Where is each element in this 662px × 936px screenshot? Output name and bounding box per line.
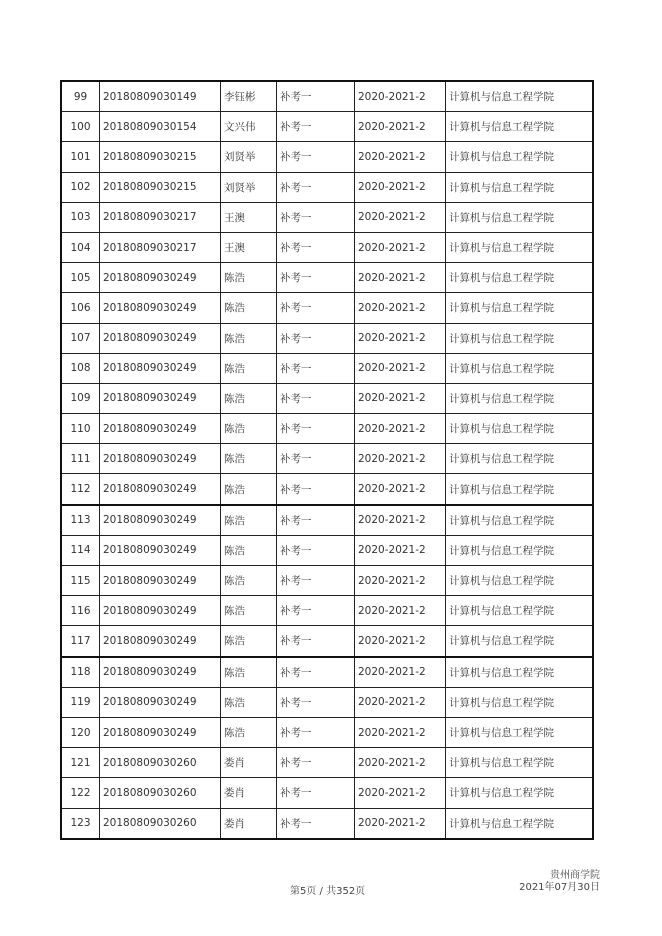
student-name-cell: 陈浩	[221, 566, 277, 596]
row-index-cell: 108	[61, 353, 100, 383]
student-id-cell: 20180809030249	[100, 566, 221, 596]
table-row	[61, 232, 593, 262]
college-cell: 计算机与信息工程学院	[446, 717, 594, 747]
college-cell: 计算机与信息工程学院	[446, 687, 594, 717]
student-name-cell: 陈浩	[221, 535, 277, 565]
college-cell: 计算机与信息工程学院	[446, 505, 594, 536]
table-row	[61, 717, 593, 747]
student-id-cell: 20180809030217	[100, 232, 221, 262]
exam-type-cell: 补考一	[277, 232, 355, 262]
term-cell: 2020-2021-2	[355, 566, 446, 596]
row-index-cell: 102	[61, 172, 100, 202]
exam-type-cell: 补考一	[277, 535, 355, 565]
exam-type-cell: 补考一	[277, 596, 355, 626]
table-row	[61, 414, 593, 444]
student-name-cell: 陈浩	[221, 505, 277, 536]
student-name-cell: 陈浩	[221, 323, 277, 353]
row-index-cell: 117	[61, 626, 100, 657]
term-cell: 2020-2021-2	[355, 172, 446, 202]
student-id-cell: 20180809030249	[100, 657, 221, 688]
exam-type-cell: 补考一	[277, 323, 355, 353]
college-cell: 计算机与信息工程学院	[446, 535, 594, 565]
row-index-cell: 118	[61, 657, 100, 688]
student-name-cell: 陈浩	[221, 263, 277, 293]
college-cell: 计算机与信息工程学院	[446, 383, 594, 413]
table-row	[61, 505, 593, 536]
term-cell: 2020-2021-2	[355, 535, 446, 565]
term-cell: 2020-2021-2	[355, 505, 446, 536]
term-cell: 2020-2021-2	[355, 232, 446, 262]
row-index-cell: 110	[61, 414, 100, 444]
table-row	[61, 687, 593, 717]
row-index-cell: 119	[61, 687, 100, 717]
student-name-cell: 李钰彬	[221, 81, 277, 112]
term-cell: 2020-2021-2	[355, 81, 446, 112]
term-cell: 2020-2021-2	[355, 657, 446, 688]
exam-type-cell: 补考一	[277, 505, 355, 536]
table-row	[61, 657, 593, 688]
student-id-cell: 20180809030249	[100, 323, 221, 353]
term-cell: 2020-2021-2	[355, 808, 446, 839]
student-id-cell: 20180809030249	[100, 687, 221, 717]
student-id-cell: 20180809030249	[100, 414, 221, 444]
row-index-cell: 107	[61, 323, 100, 353]
exam-type-cell: 补考一	[277, 778, 355, 808]
student-id-cell: 20180809030249	[100, 474, 221, 505]
college-cell: 计算机与信息工程学院	[446, 808, 594, 839]
student-id-cell: 20180809030249	[100, 353, 221, 383]
college-cell: 计算机与信息工程学院	[446, 202, 594, 232]
row-index-cell: 105	[61, 263, 100, 293]
term-cell: 2020-2021-2	[355, 444, 446, 474]
student-id-cell: 20180809030249	[100, 293, 221, 323]
college-cell: 计算机与信息工程学院	[446, 142, 594, 172]
table-row	[61, 202, 593, 232]
exam-type-cell: 补考一	[277, 353, 355, 383]
college-cell: 计算机与信息工程学院	[446, 81, 594, 112]
table-row	[61, 323, 593, 353]
exam-type-cell: 补考一	[277, 657, 355, 688]
student-name-cell: 陈浩	[221, 717, 277, 747]
exam-type-cell: 补考一	[277, 566, 355, 596]
row-index-cell: 123	[61, 808, 100, 839]
term-cell: 2020-2021-2	[355, 323, 446, 353]
student-name-cell: 娄肖	[221, 808, 277, 839]
term-cell: 2020-2021-2	[355, 293, 446, 323]
college-cell: 计算机与信息工程学院	[446, 263, 594, 293]
row-index-cell: 115	[61, 566, 100, 596]
term-cell: 2020-2021-2	[355, 202, 446, 232]
exam-type-cell: 补考一	[277, 81, 355, 112]
exam-type-cell: 补考一	[277, 383, 355, 413]
student-name-cell: 娄肖	[221, 748, 277, 778]
student-id-cell: 20180809030154	[100, 112, 221, 142]
records-table	[60, 80, 594, 840]
term-cell: 2020-2021-2	[355, 142, 446, 172]
row-index-cell: 120	[61, 717, 100, 747]
term-cell: 2020-2021-2	[355, 353, 446, 383]
table-row	[61, 81, 593, 112]
college-cell: 计算机与信息工程学院	[446, 323, 594, 353]
exam-type-cell: 补考一	[277, 687, 355, 717]
table-row	[61, 293, 593, 323]
exam-type-cell: 补考一	[277, 263, 355, 293]
exam-type-cell: 补考一	[277, 626, 355, 657]
table-row	[61, 535, 593, 565]
college-cell: 计算机与信息工程学院	[446, 232, 594, 262]
table-row	[61, 748, 593, 778]
term-cell: 2020-2021-2	[355, 717, 446, 747]
row-index-cell: 109	[61, 383, 100, 413]
student-name-cell: 陈浩	[221, 596, 277, 626]
row-index-cell: 106	[61, 293, 100, 323]
table-row	[61, 112, 593, 142]
exam-type-cell: 补考一	[277, 808, 355, 839]
college-cell: 计算机与信息工程学院	[446, 353, 594, 383]
table-row	[61, 596, 593, 626]
row-index-cell: 111	[61, 444, 100, 474]
exam-type-cell: 补考一	[277, 172, 355, 202]
student-name-cell: 陈浩	[221, 293, 277, 323]
exam-type-cell: 补考一	[277, 293, 355, 323]
table-row	[61, 142, 593, 172]
exam-type-cell: 补考一	[277, 202, 355, 232]
student-name-cell: 王澳	[221, 202, 277, 232]
student-id-cell: 20180809030215	[100, 142, 221, 172]
student-id-cell: 20180809030249	[100, 263, 221, 293]
table-row	[61, 808, 593, 839]
table-row	[61, 444, 593, 474]
row-index-cell: 99	[61, 81, 100, 112]
college-cell: 计算机与信息工程学院	[446, 596, 594, 626]
term-cell: 2020-2021-2	[355, 748, 446, 778]
footer-info	[519, 870, 600, 894]
row-index-cell: 100	[61, 112, 100, 142]
college-cell: 计算机与信息工程学院	[446, 748, 594, 778]
college-cell: 计算机与信息工程学院	[446, 172, 594, 202]
student-name-cell: 陈浩	[221, 687, 277, 717]
table-row	[61, 474, 593, 505]
college-cell: 计算机与信息工程学院	[446, 778, 594, 808]
page-number: 第5页 / 共352页	[290, 886, 366, 897]
college-cell: 计算机与信息工程学院	[446, 112, 594, 142]
row-index-cell: 103	[61, 202, 100, 232]
student-name-cell: 刘贤举	[221, 172, 277, 202]
student-id-cell: 20180809030217	[100, 202, 221, 232]
term-cell: 2020-2021-2	[355, 414, 446, 444]
term-cell: 2020-2021-2	[355, 263, 446, 293]
exam-type-cell: 补考一	[277, 414, 355, 444]
table-row	[61, 626, 593, 657]
row-index-cell: 122	[61, 778, 100, 808]
term-cell: 2020-2021-2	[355, 626, 446, 657]
student-name-cell: 陈浩	[221, 353, 277, 383]
student-id-cell: 20180809030260	[100, 748, 221, 778]
term-cell: 2020-2021-2	[355, 112, 446, 142]
table-row	[61, 778, 593, 808]
term-cell: 2020-2021-2	[355, 383, 446, 413]
row-index-cell: 113	[61, 505, 100, 536]
exam-type-cell: 补考一	[277, 748, 355, 778]
college-cell: 计算机与信息工程学院	[446, 566, 594, 596]
student-name-cell: 王澳	[221, 232, 277, 262]
school-name: 贵州商学院	[550, 870, 600, 881]
row-index-cell: 101	[61, 142, 100, 172]
row-index-cell: 121	[61, 748, 100, 778]
student-id-cell: 20180809030249	[100, 535, 221, 565]
table-row	[61, 353, 593, 383]
college-cell: 计算机与信息工程学院	[446, 626, 594, 657]
college-cell: 计算机与信息工程学院	[446, 657, 594, 688]
student-name-cell: 刘贤举	[221, 142, 277, 172]
student-id-cell: 20180809030249	[100, 505, 221, 536]
table-row	[61, 383, 593, 413]
term-cell: 2020-2021-2	[355, 687, 446, 717]
student-id-cell: 20180809030249	[100, 444, 221, 474]
student-id-cell: 20180809030149	[100, 81, 221, 112]
table-row	[61, 172, 593, 202]
exam-type-cell: 补考一	[277, 142, 355, 172]
exam-type-cell: 补考一	[277, 717, 355, 747]
student-id-cell: 20180809030215	[100, 172, 221, 202]
student-id-cell: 20180809030260	[100, 808, 221, 839]
term-cell: 2020-2021-2	[355, 778, 446, 808]
college-cell: 计算机与信息工程学院	[446, 474, 594, 505]
student-name-cell: 文兴伟	[221, 112, 277, 142]
row-index-cell: 116	[61, 596, 100, 626]
term-cell: 2020-2021-2	[355, 596, 446, 626]
student-name-cell: 陈浩	[221, 414, 277, 444]
student-name-cell: 娄肖	[221, 778, 277, 808]
student-name-cell: 陈浩	[221, 626, 277, 657]
college-cell: 计算机与信息工程学院	[446, 444, 594, 474]
print-date: 2021年07月30日	[519, 882, 600, 893]
college-cell: 计算机与信息工程学院	[446, 293, 594, 323]
student-name-cell: 陈浩	[221, 474, 277, 505]
row-index-cell: 104	[61, 232, 100, 262]
table-row	[61, 263, 593, 293]
student-name-cell: 陈浩	[221, 383, 277, 413]
student-id-cell: 20180809030249	[100, 596, 221, 626]
exam-type-cell: 补考一	[277, 112, 355, 142]
student-id-cell: 20180809030249	[100, 717, 221, 747]
row-index-cell: 114	[61, 535, 100, 565]
term-cell: 2020-2021-2	[355, 474, 446, 505]
exam-type-cell: 补考一	[277, 444, 355, 474]
student-id-cell: 20180809030249	[100, 626, 221, 657]
student-id-cell: 20180809030260	[100, 778, 221, 808]
table-row	[61, 566, 593, 596]
row-index-cell: 112	[61, 474, 100, 505]
student-name-cell: 陈浩	[221, 444, 277, 474]
exam-type-cell: 补考一	[277, 474, 355, 505]
student-name-cell: 陈浩	[221, 657, 277, 688]
college-cell: 计算机与信息工程学院	[446, 414, 594, 444]
student-id-cell: 20180809030249	[100, 383, 221, 413]
